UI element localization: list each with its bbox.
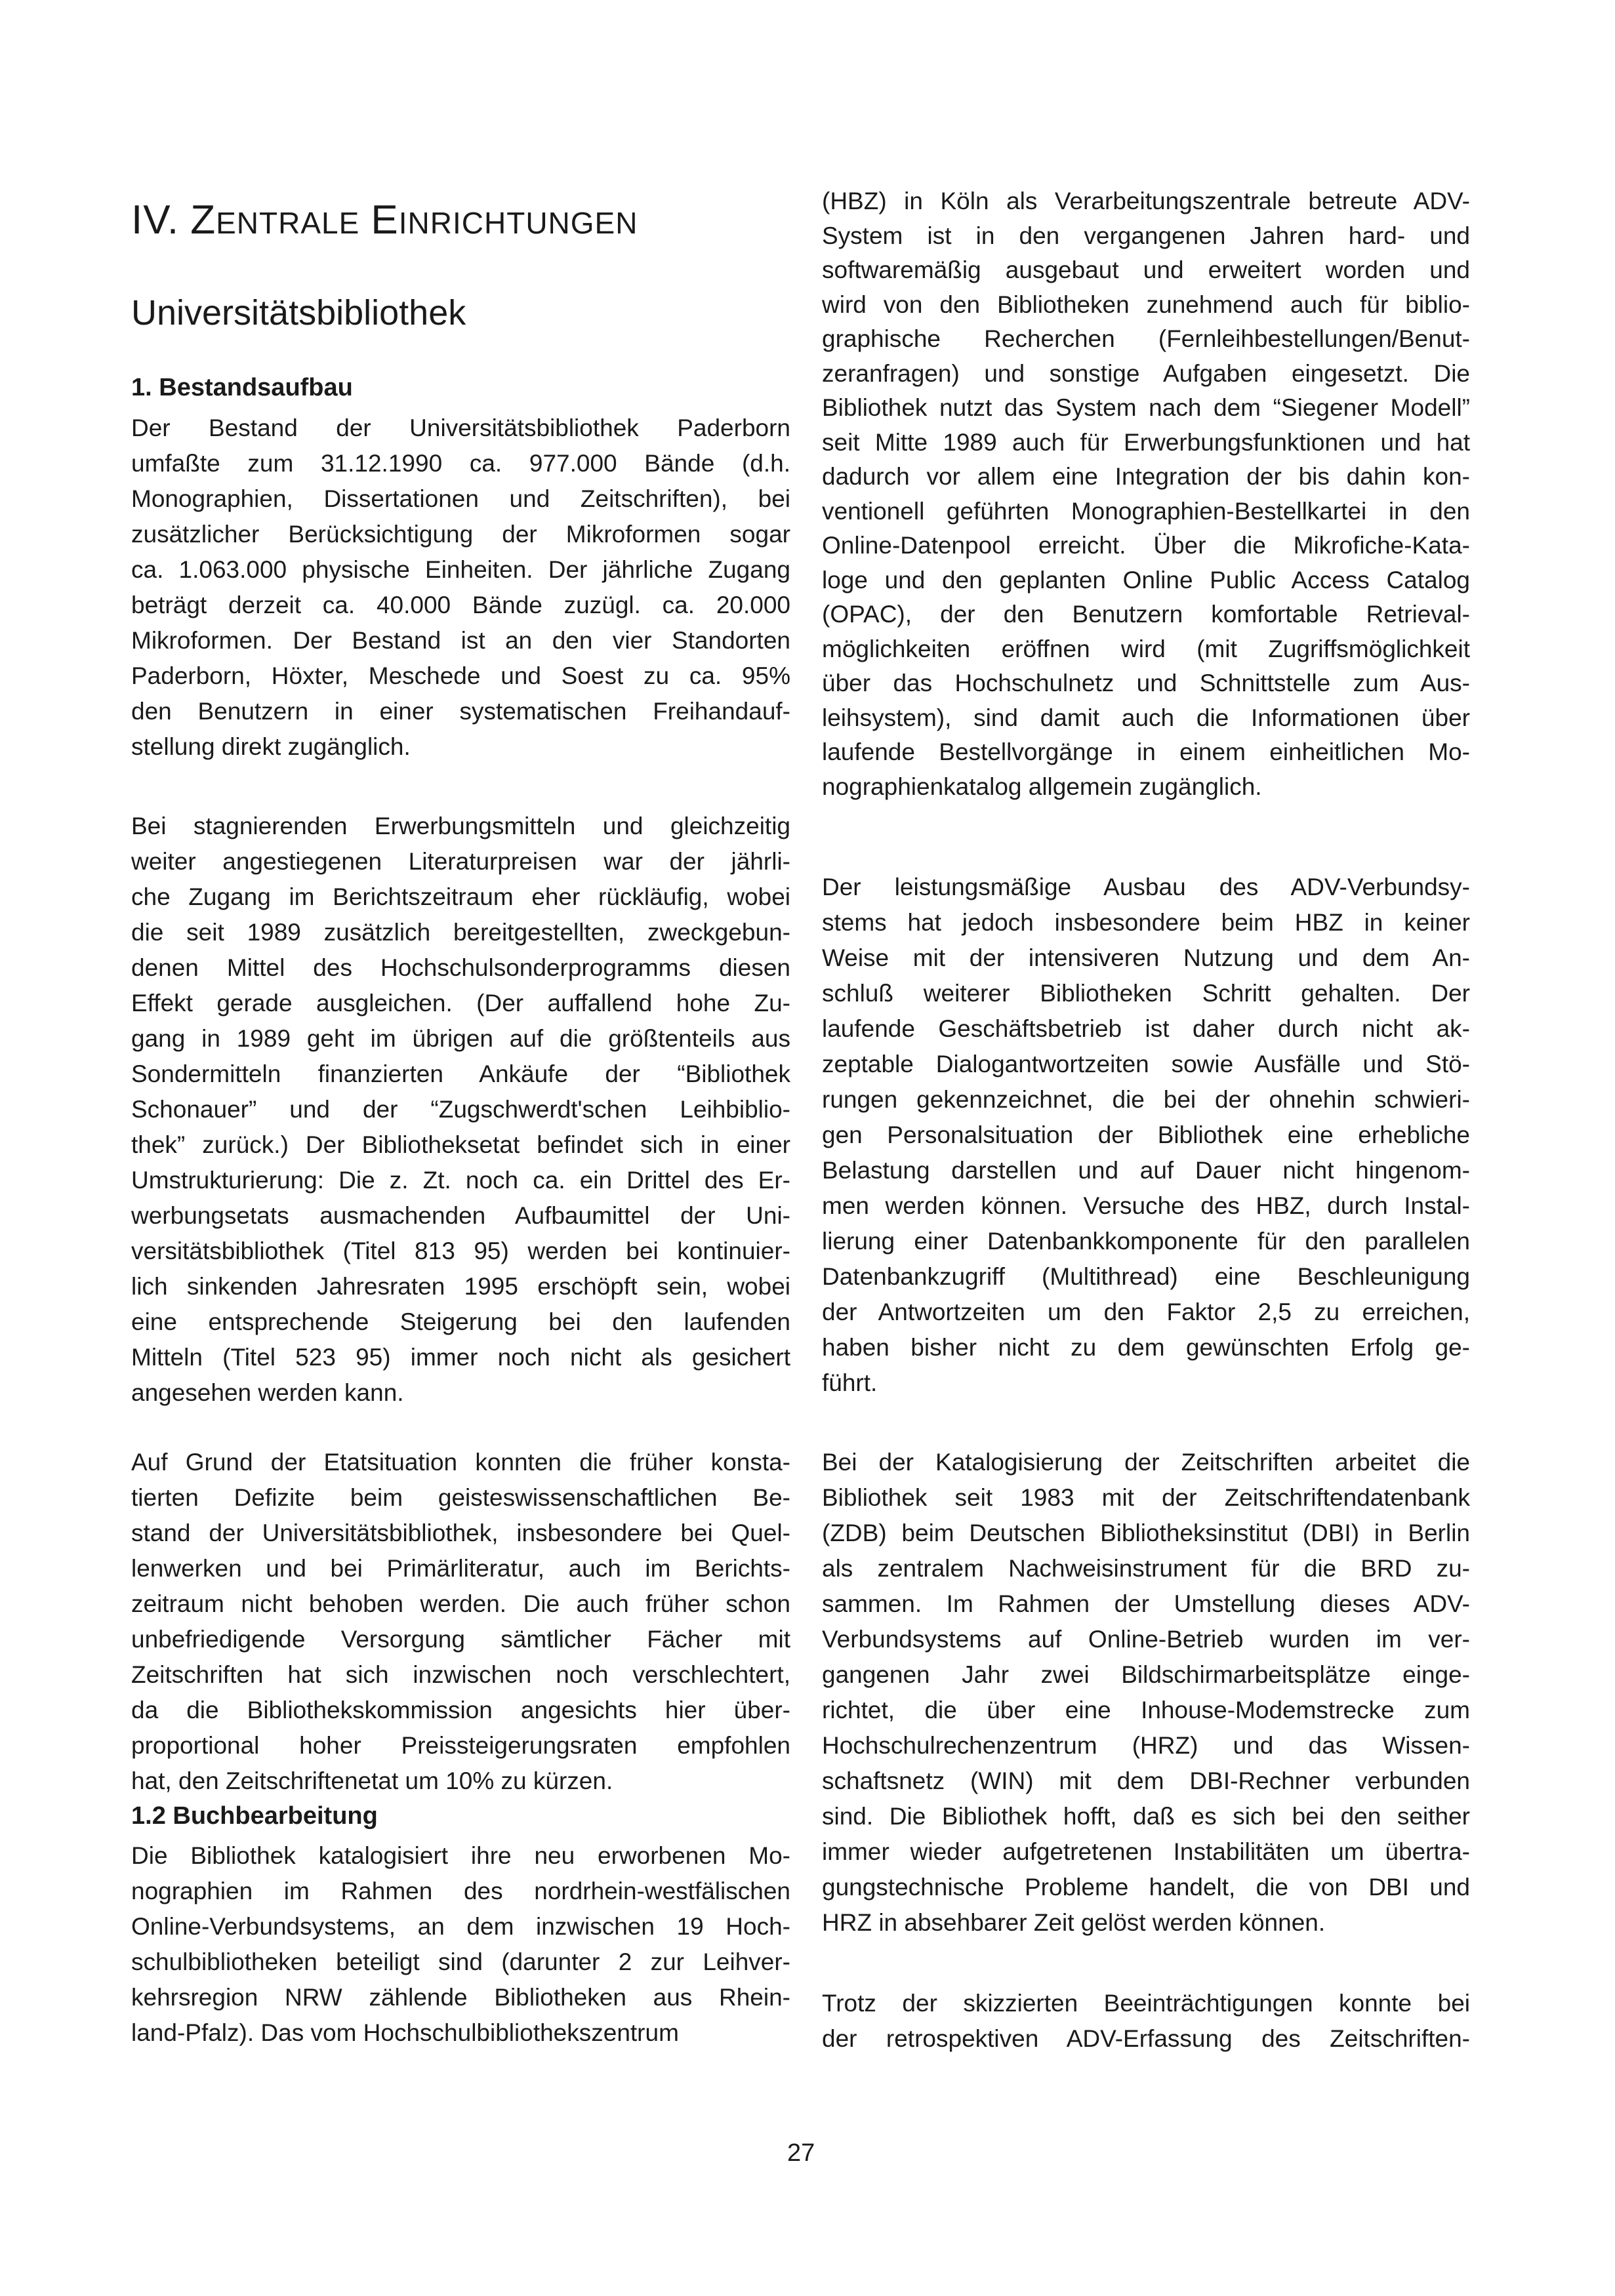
text-line: schluß weiterer Bibliotheken Schritt gehalten. Der — [822, 980, 1470, 1007]
chapter-title — [131, 197, 638, 243]
text-line: Sondermitteln finanzierten Ankäufe der “Bibliothek — [131, 1060, 790, 1087]
text-line: gen Personalsituation der Bibliothek eine erhebliche — [822, 1121, 1470, 1148]
section-title: Universitätsbibliothek — [131, 293, 466, 332]
text-line: umfaßte zum 31.12.1990 ca. 977.000 Bände (d.h. — [131, 450, 790, 477]
text-line: weiter angestiegenen Literaturpreisen war der jährli- — [131, 848, 790, 875]
text-line: möglichkeiten eröffnen wird (mit Zugriffsmöglichkeit — [822, 635, 1470, 662]
text-line: den Benutzern in einer systematischen Freihandauf- — [131, 698, 790, 725]
text-line: stems hat jedoch insbesondere beim HBZ in keiner — [822, 909, 1470, 936]
text-line: System ist in den vergangenen Jahren hard- und — [822, 222, 1470, 249]
text-line: Monographien, Dissertationen und Zeitschriften), bei — [131, 485, 790, 512]
text-line: Bei der Katalogisierung der Zeitschriften arbeitet die — [822, 1449, 1470, 1476]
title-word: INRICHTUNGEN — [398, 206, 638, 240]
text-line: kehrsregion NRW zählende Bibliotheken aus Rhein- — [131, 1984, 790, 2011]
text-line: versitätsbibliothek (Titel 813 95) werden bei kontinuier- — [131, 1238, 790, 1264]
text-line: schaftsnetz (WIN) mit dem DBI-Rechner verbunden — [822, 1767, 1470, 1794]
text-line: hat, den Zeitschriftenetat um 10% zu kürzen. — [131, 1767, 613, 1794]
text-line: gungstechnische Probleme handelt, die von DBI und — [822, 1874, 1470, 1901]
text-line: werbungsetats ausmachenden Aufbaumittel der Uni- — [131, 1202, 790, 1229]
text-line: Der Bestand der Universitätsbibliothek Paderborn — [131, 414, 790, 441]
text-line: Bibliothek seit 1983 mit der Zeitschriftendatenbank — [822, 1484, 1470, 1511]
text-line: Online-Verbundsystems, an dem inzwischen 19 Hoch- — [131, 1913, 790, 1940]
text-line: immer wieder aufgetretenen Instabilitäten um übertra- — [822, 1838, 1470, 1865]
text-line: Bei stagnierenden Erwerbungsmitteln und gleichzeitig — [131, 813, 790, 839]
text-line: lich sinkenden Jahresraten 1995 erschöpft sein, wobei — [131, 1273, 790, 1300]
text-line: loge und den geplanten Online Public Access Catalog — [822, 566, 1470, 594]
text-line: gangenen Jahr zwei Bildschirmarbeitsplätze einge- — [822, 1661, 1470, 1688]
text-line: über das Hochschulnetz und Schnittstelle zum Aus- — [822, 670, 1470, 696]
text-line: land-Pfalz). Das vom Hochschulbibliothekszentrum — [131, 2019, 679, 2046]
paragraph — [822, 1986, 1470, 2057]
paragraph — [822, 184, 1470, 804]
text-line: graphische Recherchen (Fernleihbestellungen/Benut- — [822, 325, 1470, 352]
heading-bestandsaufbau: 1. Bestandsaufbau — [131, 374, 353, 401]
text-line: men werden können. Versuche des HBZ, durch Instal- — [822, 1192, 1470, 1219]
text-line: HRZ in absehbarer Zeit gelöst werden können. — [822, 1909, 1326, 1936]
text-line: zusätzlicher Berücksichtigung der Mikroformen sogar — [131, 521, 790, 548]
paragraph — [822, 1445, 1470, 1941]
text-line: wird von den Bibliotheken zunehmend auch für biblio- — [822, 291, 1470, 318]
text-line: zeranfragen) und sonstige Aufgaben eingesetzt. Die — [822, 359, 1470, 387]
text-line: rungen gekennzeichnet, die bei der ohnehin schwieri- — [822, 1086, 1470, 1113]
text-line: der retrospektiven ADV-Erfassung des Zeitschriften- — [822, 2025, 1470, 2052]
text-line: (HBZ) in Köln als Verarbeitungszentrale betreute ADV- — [822, 188, 1470, 214]
paragraph — [131, 1445, 790, 1799]
text-line: softwaremäßig ausgebaut und erweitert worden und — [822, 256, 1470, 283]
text-line: ca. 1.063.000 physische Einheiten. Der jährliche Zugang — [131, 556, 790, 583]
text-line: nographienkatalog allgemein zugänglich. — [822, 773, 1262, 800]
text-line: führt. — [822, 1369, 878, 1396]
text-line: gang in 1989 geht im übrigen auf die größtenteils aus — [131, 1025, 790, 1052]
text-line: lenwerken und bei Primärliteratur, auch im Berichts- — [131, 1555, 790, 1582]
title-initial: E — [371, 197, 399, 243]
paragraph — [131, 809, 790, 1411]
text-line: sammen. Im Rahmen der Umstellung dieses ADV- — [822, 1590, 1470, 1617]
page-number: 27 — [787, 2139, 815, 2167]
text-line: denen Mittel des Hochschulsonderprogramms diesen — [131, 954, 790, 981]
text-line: Schonauer” und der “Zugschwerdt'schen Leihbiblio- — [131, 1096, 790, 1123]
text-line: Trotz der skizzierten Beeinträchtigungen konnte bei — [822, 1990, 1470, 2017]
text-line: Auf Grund der Etatsituation konnten die früher konsta- — [131, 1449, 790, 1476]
text-line: sind. Die Bibliothek hofft, daß es sich bei den seither — [822, 1803, 1470, 1830]
text-line: schulbibliotheken beteiligt sind (darunter 2 zur Leihver- — [131, 1948, 790, 1975]
text-line: Mitteln (Titel 523 95) immer noch nicht als gesichert — [131, 1344, 790, 1371]
text-line: Zeitschriften hat sich inzwischen noch verschlechtert, — [131, 1661, 790, 1688]
heading-buchbearbeitung: 1.2 Buchbearbeitung — [131, 1802, 378, 1830]
text-line: (OPAC), der den Benutzern komfortable Retrieval- — [822, 601, 1470, 628]
text-line: nographien im Rahmen des nordrhein-westfälischen — [131, 1878, 790, 1904]
paragraph — [131, 1838, 790, 2051]
text-line: Hochschulrechenzentrum (HRZ) und das Wissen- — [822, 1732, 1470, 1759]
text-line: Online-Datenpool erreicht. Über die Mikrofiche-Kata- — [822, 532, 1470, 559]
paragraph — [131, 411, 790, 765]
text-line: Der leistungsmäßige Ausbau des ADV-Verbundsy- — [822, 874, 1470, 900]
text-line: beträgt derzeit ca. 40.000 Bände zuzügl. ca. 20.000 — [131, 592, 790, 618]
text-line: als zentralem Nachweisinstrument für die BRD zu- — [822, 1555, 1470, 1582]
text-line: da die Bibliothekskommission angesichts hier über- — [131, 1697, 790, 1723]
text-line: Bibliothek nutzt das System nach dem “Siegener Modell” — [822, 394, 1470, 421]
text-line: (ZDB) beim Deutschen Bibliotheksinstitut (DBI) in Berlin — [822, 1520, 1470, 1546]
text-line: zeitraum nicht behoben werden. Die auch früher schon — [131, 1590, 790, 1617]
text-line: der Antwortzeiten um den Faktor 2,5 zu erreichen, — [822, 1299, 1470, 1325]
text-line: angesehen werden kann. — [131, 1379, 404, 1406]
chapter-numeral: IV. — [131, 197, 180, 243]
text-line: stellung direkt zugänglich. — [131, 733, 411, 760]
text-line: Verbundsystems auf Online-Betrieb wurden im ver- — [822, 1626, 1470, 1653]
text-line: unbefriedigende Versorgung sämtlicher Fächer mit — [131, 1626, 790, 1653]
text-line: stand der Universitätsbibliothek, insbesondere bei Quel- — [131, 1520, 790, 1546]
text-line: ventionell geführten Monographien-Bestellkartei in den — [822, 497, 1470, 525]
text-line: Die Bibliothek katalogisiert ihre neu erworbenen Mo- — [131, 1842, 790, 1869]
text-line: Paderborn, Höxter, Meschede und Soest zu ca. 95% — [131, 662, 790, 689]
paragraph — [822, 870, 1470, 1401]
text-line: die seit 1989 zusätzlich bereitgestellten, zweckgebun- — [131, 919, 790, 946]
text-line: leihsystem), sind damit auch die Informationen über — [822, 704, 1470, 731]
text-line: eine entsprechende Steigerung bei den laufenden — [131, 1308, 790, 1335]
title-word: ENTRALE — [216, 206, 360, 240]
text-line: richtet, die über eine Inhouse-Modemstrecke zum — [822, 1697, 1470, 1723]
text-line: lierung einer Datenbankkomponente für den parallelen — [822, 1228, 1470, 1255]
text-line: Effekt gerade ausgleichen. (Der auffallend hohe Zu- — [131, 990, 790, 1017]
text-line: laufende Geschäftsbetrieb ist daher durch nicht ak- — [822, 1015, 1470, 1042]
text-line: Datenbankzugriff (Multithread) eine Beschleunigung — [822, 1263, 1470, 1290]
text-line: Belastung darstellen und auf Dauer nicht hingenom- — [822, 1157, 1470, 1184]
text-line: zeptable Dialogantwortzeiten sowie Ausfälle und Stö- — [822, 1051, 1470, 1078]
text-line: thek” zurück.) Der Bibliotheksetat befindet sich in einer — [131, 1131, 790, 1158]
text-line: Weise mit der intensiveren Nutzung und dem An- — [822, 944, 1470, 971]
text-line: haben bisher nicht zu dem gewünschten Erfolg ge- — [822, 1334, 1470, 1361]
text-line: seit Mitte 1989 auch für Erwerbungsfunktionen und hat — [822, 428, 1470, 456]
text-line: proportional hoher Preissteigerungsraten empfohlen — [131, 1732, 790, 1759]
text-line: Umstrukturierung: Die z. Zt. noch ca. ein Drittel des Er- — [131, 1167, 790, 1194]
text-line: Mikroformen. Der Bestand ist an den vier Standorten — [131, 627, 790, 654]
text-line: che Zugang im Berichtszeitraum eher rückläufig, wobei — [131, 883, 790, 910]
title-initial: Z — [190, 197, 216, 243]
text-line: tierten Defizite beim geisteswissenschaftlichen Be- — [131, 1484, 790, 1511]
text-line: laufende Bestellvorgänge in einem einheitlichen Mo- — [822, 738, 1470, 765]
text-line: dadurch vor allem eine Integration der bis dahin kon- — [822, 463, 1470, 490]
